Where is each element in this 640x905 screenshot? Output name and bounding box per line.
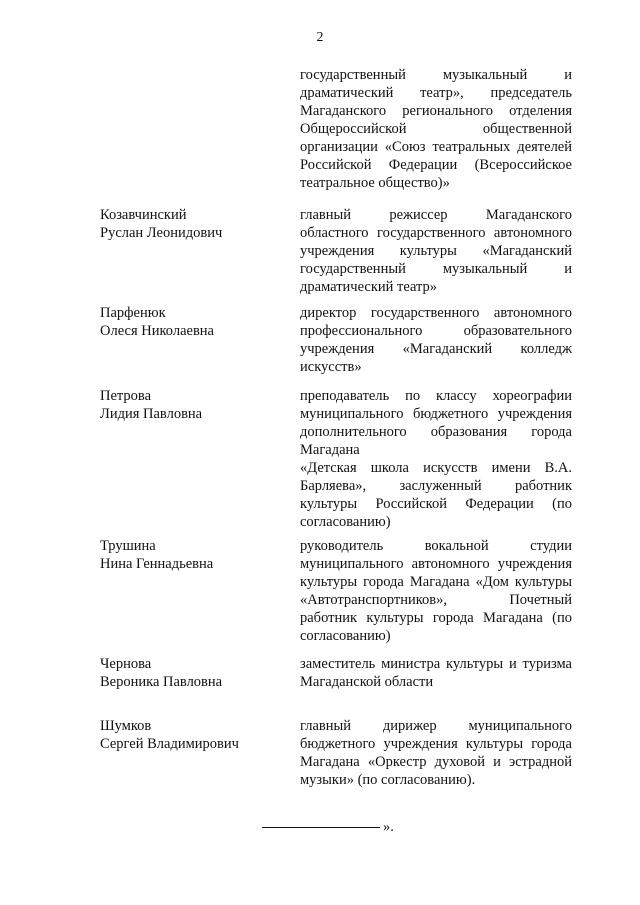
member-name xyxy=(100,206,290,242)
description-paragraph: руководитель вокальной студии муниципального автономного учреждения культуры города Магадана «Дом культуры «Автотранспортников», Почетный работник культуры города Магадана (по согласованию) xyxy=(300,538,572,644)
member-surname: Шумков xyxy=(100,718,152,734)
member-surname: Козавчинский xyxy=(100,207,187,223)
member-given-name: Руслан Леонидович xyxy=(100,225,223,241)
member-name xyxy=(100,387,290,423)
member-surname: Парфенюк xyxy=(100,305,166,321)
member-name xyxy=(100,717,290,753)
continued-description: государственный музыкальный и драматический театр», председатель Магаданского регионального отделения Общероссийской общественной организации «Союз театральных деятелей Российской Федерации (Всероссийское театральное общество)» xyxy=(300,67,572,191)
member-description xyxy=(300,655,572,691)
description-paragraph: заместитель министра культуры и туризма Магаданской области xyxy=(300,656,572,690)
closing-mark xyxy=(262,818,394,836)
member-given-name: Лидия Павловна xyxy=(100,406,203,422)
member-given-name: Олеся Николаевна xyxy=(100,323,214,339)
member-given-name: Сергей Владимирович xyxy=(100,736,239,752)
member-surname: Чернова xyxy=(100,656,152,672)
description-paragraph: главный дирижер муниципального бюджетного учреждения культуры города Магадана «Оркестр духовой и эстрадной музыки» (по согласованию). xyxy=(300,718,572,788)
member-name xyxy=(100,304,290,340)
member-description xyxy=(300,717,572,789)
closing-quote: ». xyxy=(383,819,394,835)
description-paragraph: преподаватель по классу хореографии муниципального бюджетного учреждения дополнительного образования города Магадана xyxy=(300,388,572,458)
member-given-name: Нина Геннадьевна xyxy=(100,556,214,572)
page-number: 2 xyxy=(316,30,324,45)
description-paragraph: «Детская школа искусств имени В.А. Барляева», заслуженный работник культуры Российской Федерации (по согласованию) xyxy=(300,460,572,530)
closing-underline xyxy=(262,827,380,828)
member-surname: Петрова xyxy=(100,388,152,404)
member-name xyxy=(100,655,290,691)
member-name xyxy=(100,537,290,573)
member-description xyxy=(300,206,572,296)
member-given-name: Вероника Павловна xyxy=(100,674,223,690)
description-paragraph: главный режиссер Магаданского областного государственного автономного учреждения культуры «Магаданский государственный музыкальный и драматический театр» xyxy=(300,207,572,295)
member-surname: Трушина xyxy=(100,538,156,554)
description-paragraph: директор государственного автономного профессионального образовательного учреждения «Магаданский колледж искусств» xyxy=(300,305,572,375)
member-description xyxy=(300,537,572,645)
member-description xyxy=(300,387,572,531)
member-description xyxy=(300,304,572,376)
